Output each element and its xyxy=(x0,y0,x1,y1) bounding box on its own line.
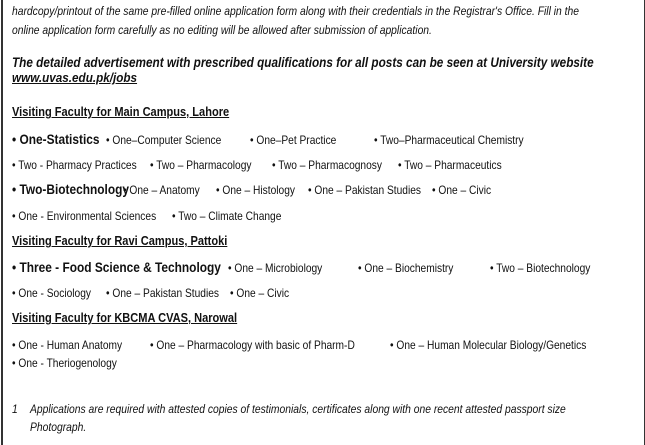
post-item: • Two – Pharmacology xyxy=(150,158,252,172)
post-item: • One - Sociology xyxy=(12,286,91,300)
post-item: • One – Anatomy xyxy=(123,183,200,197)
post-item: • One – Civic xyxy=(230,286,290,300)
intro-line-2: online application form carefully as no editing will be allowed after submission of application. xyxy=(12,23,432,37)
note-number: 1 xyxy=(12,402,18,416)
post-item: • One – Microbiology xyxy=(228,261,323,275)
section-heading-main-campus: Visiting Faculty for Main Campus, Lahore xyxy=(12,104,230,119)
post-item: • One–Pet Practice xyxy=(250,133,337,147)
post-item: • One – Civic xyxy=(432,183,492,197)
post-item: • Two – Pharmacognosy xyxy=(272,158,382,172)
post-item: • One – Pharmacology with basic of Pharm-D xyxy=(150,338,355,352)
post-item: • Two - Pharmacy Practices xyxy=(12,158,137,172)
post-item: • One - Environmental Sciences xyxy=(12,209,157,223)
post-item: • Three - Food Science & Technology xyxy=(12,259,221,275)
note-line-1: Applications are required with attested copies of testimonials, certificates along with one recent attested passport size xyxy=(30,402,566,416)
intro-line-1: hardcopy/printout of the same pre-filled online application form along with their credentials in the Registrar's Office. Fill in the xyxy=(12,4,579,18)
post-item: • Two–Pharmaceutical Chemistry xyxy=(374,133,524,147)
post-item: • One – Human Molecular Biology/Genetics xyxy=(390,338,587,352)
section-heading-kbcma-narowal: Visiting Faculty for KBCMA CVAS, Narowal xyxy=(12,310,238,325)
post-item: • One–Computer Science xyxy=(106,133,222,147)
post-item: • Two – Pharmaceutics xyxy=(398,158,502,172)
section-heading-ravi-campus: Visiting Faculty for Ravi Campus, Pattoki xyxy=(12,233,228,248)
note-line-2: Photograph. xyxy=(30,420,87,434)
post-item: • One - Theriogenology xyxy=(12,356,117,370)
post-item: • One – Histology xyxy=(216,183,295,197)
post-item: • Two – Biotechnology xyxy=(490,261,591,275)
website-link[interactable]: www.uvas.edu.pk/jobs xyxy=(12,70,138,85)
post-item: • Two – Climate Change xyxy=(172,209,282,223)
post-item: • Two-Biotechnology xyxy=(12,181,129,197)
notice-text: The detailed advertisement with prescribed qualifications for all posts can be seen at University website xyxy=(12,54,594,70)
post-item: • One – Biochemistry xyxy=(358,261,454,275)
post-item: • One – Pakistan Studies xyxy=(106,286,220,300)
post-item: • One-Statistics xyxy=(12,131,100,147)
post-item: • One – Pakistan Studies xyxy=(308,183,422,197)
post-item: • One - Human Anatomy xyxy=(12,338,123,352)
